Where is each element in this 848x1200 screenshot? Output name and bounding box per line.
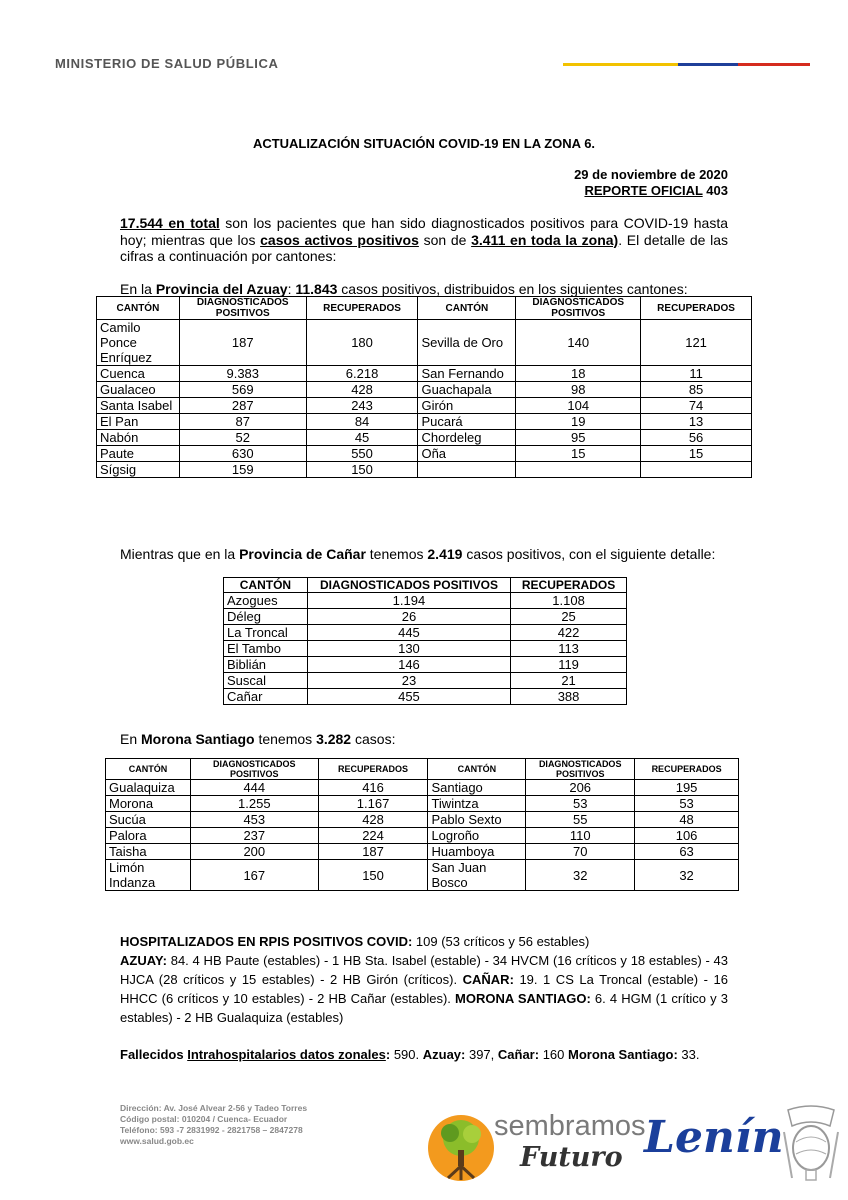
morona-table	[105, 758, 739, 891]
recovered-cell: 428	[318, 812, 428, 828]
positives-cell: 1.194	[307, 593, 510, 609]
canton-cell: Morona	[106, 796, 191, 812]
azuay-text: casos positivos, distribuidos en los siguientes cantones:	[337, 281, 688, 297]
hospitalized-summary: 109 (53 críticos y 56 estables)	[412, 934, 590, 949]
positives-cell: 55	[526, 812, 635, 828]
table-row	[106, 796, 739, 812]
table-row	[224, 593, 627, 609]
canton-cell: Camilo Ponce Enríquez	[97, 320, 180, 366]
recovered-cell: 63	[635, 844, 739, 860]
coat-flags	[784, 1132, 838, 1178]
report-date: 29 de noviembre de 2020	[574, 167, 728, 182]
table-row	[106, 860, 739, 891]
table-row	[106, 828, 739, 844]
canton-cell	[418, 462, 516, 478]
table-row	[224, 609, 627, 625]
canton-cell: Suscal	[224, 673, 308, 689]
recovered-cell: 48	[635, 812, 739, 828]
azuay-province: Provincia del Azuay	[155, 281, 288, 297]
document-title: ACTUALIZACIÓN SITUACIÓN COVID-19 EN LA ZONA 6.	[252, 136, 596, 151]
coat-shield-detail	[796, 1137, 826, 1154]
table-row	[224, 689, 627, 705]
positives-cell: 110	[526, 828, 635, 844]
table-header: DIAGNOSTICADOS POSITIVOS	[307, 578, 510, 593]
canar-province: Provincia de Cañar	[239, 546, 366, 562]
total-cases: 17.544 en total	[120, 215, 220, 231]
canar-text: casos positivos, con el siguiente detalle:	[462, 546, 716, 562]
hosp-morona-label: MORONA SANTIAGO:	[455, 991, 591, 1006]
table-row	[97, 382, 752, 398]
canton-cell: Pucará	[418, 414, 516, 430]
recovered-cell: 45	[306, 430, 418, 446]
canton-cell: El Tambo	[224, 641, 308, 657]
canton-cell: Sígsig	[97, 462, 180, 478]
canton-cell: Girón	[418, 398, 516, 414]
recovered-cell: 21	[511, 673, 627, 689]
table-row	[97, 366, 752, 382]
azuay-cases: 11.843	[295, 281, 338, 297]
canton-cell: Sevilla de Oro	[418, 320, 516, 366]
positives-cell: 206	[526, 780, 635, 796]
morona-text: casos:	[351, 731, 396, 747]
active-cases-label: casos activos positivos	[260, 231, 419, 248]
recovered-cell: 85	[641, 382, 752, 398]
recovered-cell: 32	[635, 860, 739, 891]
positives-cell: 569	[179, 382, 306, 398]
footer-web-line: www.salud.gob.ec	[120, 1136, 194, 1146]
canton-cell: El Pan	[97, 414, 180, 430]
positives-cell: 453	[190, 812, 318, 828]
positives-cell	[516, 462, 641, 478]
table-header: CANTÓN	[106, 759, 191, 780]
positives-cell: 630	[179, 446, 306, 462]
table-header: DIAGNOSTICADOS POSITIVOS	[179, 297, 306, 320]
deaths-azuay-label: Azuay:	[422, 1047, 466, 1062]
positives-cell: 146	[307, 657, 510, 673]
table-row	[97, 446, 752, 462]
recovered-cell: 25	[511, 609, 627, 625]
positives-cell: 23	[307, 673, 510, 689]
positives-cell: 26	[307, 609, 510, 625]
canar-intro	[120, 546, 728, 563]
recovered-cell: 106	[635, 828, 739, 844]
positives-cell: 237	[190, 828, 318, 844]
recovered-cell: 187	[318, 844, 428, 860]
morona-cases: 3.282	[316, 731, 352, 747]
canton-cell: Santiago	[428, 780, 526, 796]
canton-cell: Paute	[97, 446, 180, 462]
intro-text: son los pacientes que han sido diagnosticados positivos para COVID-19 hasta hoy; mientras que los	[120, 215, 729, 248]
recovered-cell: 13	[641, 414, 752, 430]
recovered-cell: 195	[635, 780, 739, 796]
positives-cell: 15	[516, 446, 641, 462]
recovered-cell: 416	[318, 780, 428, 796]
azuay-text: En la	[120, 281, 156, 297]
coat-fasces	[806, 1170, 816, 1180]
table-header: CANTÓN	[97, 297, 180, 320]
coat-condor-wings	[788, 1106, 834, 1126]
footer-phone-line: Teléfono: 593 -7 2831992 - 2821758 – 2847278	[120, 1125, 303, 1135]
positives-cell: 187	[179, 320, 306, 366]
recovered-cell: 422	[511, 625, 627, 641]
canton-cell: Chordeleg	[418, 430, 516, 446]
positives-cell: 445	[307, 625, 510, 641]
recovered-cell: 121	[641, 320, 752, 366]
canton-cell: San Fernando	[418, 366, 516, 382]
deaths-canar-label: Cañar:	[497, 1047, 540, 1062]
logo-text-sembramos: sembramos	[494, 1110, 646, 1142]
canton-cell: Biblián	[224, 657, 308, 673]
recovered-cell: 6.218	[306, 366, 418, 382]
table-row	[224, 673, 627, 689]
table-row	[97, 462, 752, 478]
table-row	[97, 430, 752, 446]
recovered-cell: 1.108	[511, 593, 627, 609]
hosp-canar-text: 19. 1 CS La Troncal (estable) - 16 HHCC (6 críticos y 10 estables) - 2 HB Cañar (estables).	[120, 972, 728, 1006]
deaths-section	[120, 1045, 728, 1064]
recovered-cell: 56	[641, 430, 752, 446]
footer-postal-line: Código postal: 010204 / Cuenca- Ecuador	[120, 1114, 288, 1124]
table-header: DIAGNOSTICADOS POSITIVOS	[526, 759, 635, 780]
table-row	[97, 320, 752, 366]
recovered-cell: 150	[306, 462, 418, 478]
canar-text: Mientras que en la	[120, 546, 240, 562]
canton-cell: Gualaceo	[97, 382, 180, 398]
table-row	[224, 641, 627, 657]
positives-cell: 104	[516, 398, 641, 414]
table-header: CANTÓN	[428, 759, 526, 780]
canar-table	[223, 577, 627, 705]
deaths-label: :	[385, 1047, 391, 1062]
positives-cell: 19	[516, 414, 641, 430]
canton-cell: Logroño	[428, 828, 526, 844]
canton-cell: Santa Isabel	[97, 398, 180, 414]
deaths-total: 590.	[390, 1047, 423, 1062]
positives-cell: 32	[526, 860, 635, 891]
deaths-morona-value: 33.	[677, 1047, 700, 1062]
table-row	[224, 657, 627, 673]
recovered-cell: 74	[641, 398, 752, 414]
positives-cell: 140	[516, 320, 641, 366]
hosp-canar-label: CAÑAR:	[462, 972, 514, 987]
table-header: RECUPERADOS	[635, 759, 739, 780]
table-row	[106, 812, 739, 828]
report-number	[584, 183, 728, 198]
active-cases-value: 3.411 en toda la zona)	[471, 231, 619, 248]
hosp-azuay-label: AZUAY:	[120, 953, 167, 968]
logo-tree-canopy	[463, 1125, 481, 1143]
canton-cell: Huamboya	[428, 844, 526, 860]
canton-cell: Oña	[418, 446, 516, 462]
table-header: CANTÓN	[418, 297, 516, 320]
recovered-cell: 388	[511, 689, 627, 705]
recovered-cell	[641, 462, 752, 478]
report-label: REPORTE OFICIAL	[584, 183, 703, 198]
canton-cell: La Troncal	[224, 625, 308, 641]
canton-cell: Limón Indanza	[106, 860, 191, 891]
table-row	[106, 844, 739, 860]
table-header: RECUPERADOS	[511, 578, 627, 593]
azuay-text: :	[287, 281, 296, 297]
canton-cell: Azogues	[224, 593, 308, 609]
intro-text: son de	[418, 231, 472, 248]
intro-text: . El detalle de las cifras a continuación por cantones:	[120, 231, 728, 264]
azuay-table	[96, 296, 752, 478]
positives-cell: 130	[307, 641, 510, 657]
lenin-signature-logo: Lenín	[644, 1112, 784, 1163]
logo-tree-canopy	[441, 1124, 459, 1142]
canton-cell: Nabón	[97, 430, 180, 446]
recovered-cell: 243	[306, 398, 418, 414]
morona-intro	[120, 731, 728, 748]
recovered-cell: 1.167	[318, 796, 428, 812]
ministry-name: MINISTERIO DE SALUD PÚBLICA	[55, 56, 279, 71]
intro-paragraph	[120, 215, 728, 265]
deaths-label: Fallecidos	[120, 1047, 188, 1062]
canar-text: tenemos	[365, 546, 428, 562]
report-number-value: 403	[706, 183, 728, 198]
table-row	[97, 414, 752, 430]
canton-cell: San Juan Bosco	[428, 860, 526, 891]
recovered-cell: 550	[306, 446, 418, 462]
recovered-cell: 224	[318, 828, 428, 844]
positives-cell: 9.383	[179, 366, 306, 382]
morona-text: En	[120, 731, 142, 747]
canton-cell: Cuenca	[97, 366, 180, 382]
recovered-cell: 11	[641, 366, 752, 382]
footer-address-line: Dirección: Av. José Alvear 2-56 y Tadeo Torres	[120, 1103, 308, 1113]
deaths-morona-label: Morona Santiago:	[568, 1047, 678, 1062]
logo-text-futuro: Futuro	[520, 1142, 623, 1173]
morona-text: tenemos	[254, 731, 317, 747]
recovered-cell: 113	[511, 641, 627, 657]
positives-cell: 159	[179, 462, 306, 478]
positives-cell: 455	[307, 689, 510, 705]
canton-cell: Cañar	[224, 689, 308, 705]
table-row	[224, 625, 627, 641]
deaths-label-underlined: Intrahospitalarios datos zonales	[187, 1047, 386, 1062]
positives-cell: 167	[190, 860, 318, 891]
logo-tree-trunk	[458, 1150, 464, 1166]
recovered-cell: 180	[306, 320, 418, 366]
canton-cell: Taisha	[106, 844, 191, 860]
positives-cell: 52	[179, 430, 306, 446]
positives-cell: 53	[526, 796, 635, 812]
flag-stripe-yellow	[563, 63, 678, 66]
positives-cell: 70	[526, 844, 635, 860]
hosp-azuay-text: 84. 4 HB Paute (estables) - 1 HB Sta. Isabel (estable) - 34 HVCM (16 críticos y 18 estables) - 43 HJCA (28 críticos y 15 estables) - 2 HB Girón (críticos).	[120, 953, 728, 987]
canton-cell: Gualaquiza	[106, 780, 191, 796]
table-header: RECUPERADOS	[306, 297, 418, 320]
canton-cell: Pablo Sexto	[428, 812, 526, 828]
canton-cell: Déleg	[224, 609, 308, 625]
positives-cell: 1.255	[190, 796, 318, 812]
table-header: DIAGNOSTICADOS POSITIVOS	[516, 297, 641, 320]
canton-cell: Guachapala	[418, 382, 516, 398]
hosp-morona-text: 6. 4 HGM (1 crítico y 3 estables) - 2 HB Gualaquiza (estables)	[120, 991, 728, 1025]
hospitalized-section	[120, 932, 728, 1027]
positives-cell: 18	[516, 366, 641, 382]
positives-cell: 200	[190, 844, 318, 860]
morona-province: Morona Santiago	[141, 731, 255, 747]
canton-cell: Tiwintza	[428, 796, 526, 812]
table-row	[106, 780, 739, 796]
positives-cell: 98	[516, 382, 641, 398]
positives-cell: 287	[179, 398, 306, 414]
table-header: CANTÓN	[224, 578, 308, 593]
recovered-cell: 150	[318, 860, 428, 891]
table-row	[97, 398, 752, 414]
coat-of-arms-icon	[778, 1102, 844, 1182]
canton-cell: Palora	[106, 828, 191, 844]
recovered-cell: 15	[641, 446, 752, 462]
recovered-cell: 428	[306, 382, 418, 398]
deaths-azuay-value: 397,	[465, 1047, 498, 1062]
positives-cell: 444	[190, 780, 318, 796]
positives-cell: 87	[179, 414, 306, 430]
coat-shield	[793, 1126, 829, 1170]
canton-cell: Sucúa	[106, 812, 191, 828]
table-header: RECUPERADOS	[641, 297, 752, 320]
flag-stripe-blue	[678, 63, 738, 66]
recovered-cell: 53	[635, 796, 739, 812]
footer-address	[120, 1103, 307, 1147]
recovered-cell: 84	[306, 414, 418, 430]
positives-cell: 95	[516, 430, 641, 446]
table-header: RECUPERADOS	[318, 759, 428, 780]
deaths-canar-value: 160	[539, 1047, 568, 1062]
flag-stripe-red	[738, 63, 810, 66]
hospitalized-label: HOSPITALIZADOS EN RPIS POSITIVOS COVID:	[120, 934, 413, 949]
table-header: DIAGNOSTICADOS POSITIVOS	[190, 759, 318, 780]
canar-cases: 2.419	[427, 546, 463, 562]
recovered-cell: 119	[511, 657, 627, 673]
